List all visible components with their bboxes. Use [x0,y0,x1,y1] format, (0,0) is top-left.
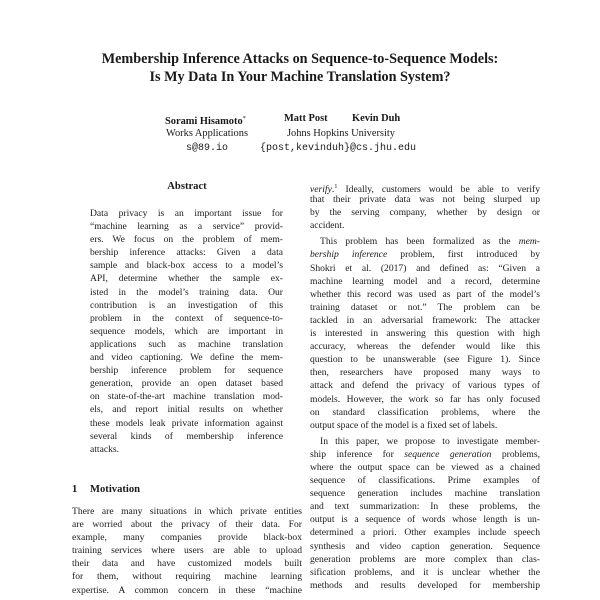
body-line: attack and defend the privacy of various types of [310,380,540,392]
abstract-line: bership inference attacks: Given a data [90,247,283,259]
body-line: output space of the model is a fixed set of labels. [310,419,498,431]
body-line: is interested in answering this question with high [310,328,540,340]
abstract-line: sequence models, which are important in [90,325,283,337]
body-line: where the output space can be viewed as a chained [310,461,540,473]
section-number: 1 [72,484,78,495]
right-column-body [310,180,540,592]
body-line: bership inference problem, first introduced by [310,249,540,261]
body-line: on standard classification problems, where the [310,406,540,418]
section-title: Motivation [90,484,141,495]
body-line: whether this record was used as part of the model’s [310,288,540,300]
abstract-line: problem in the context of sequence-to- [90,312,283,324]
email-post-duh: {post,kevinduh}@cs.jhu.edu [260,143,417,154]
body-line: sequence of classifications. Prime examples of [310,475,540,487]
paper-title [40,50,560,86]
affiliation-jhu: Johns Hopkins University [287,128,395,139]
footnote-marker: 1 [334,183,338,190]
body-line: methods and results developed for membership [310,579,540,591]
body-line: question to be unanswerable (see Figure 1). Since [310,354,540,366]
title-line-1: Membership Inference Attacks on Sequence-to-Sequence Models: [101,51,499,67]
abstract-line: these models leak private information against [90,417,283,429]
abstract-line: els, and report initial results on whether [90,404,283,416]
author-matt: Matt Post [284,113,328,124]
body-line: In this paper, we propose to investigate member- [320,435,540,447]
abstract-line: ers. We focus on the problem of mem- [90,234,283,246]
abstract-heading: Abstract [167,181,207,192]
body-line: synthesis and video caption generation. Sequence [310,540,540,552]
body-line: This problem has been formalized as the mem- [320,236,540,248]
email-sorami: s@89.io [186,143,229,154]
body-line: training services where users are able to upload [72,545,302,557]
abstract-line: “machine learning as a service” provid- [90,221,283,233]
abstract-line: on state-of-the-art machine translation mod- [90,391,283,403]
body-line: models. However, the work so far has only focused [310,393,540,405]
body-line: output is a sequence of words whose length is un- [310,514,540,526]
motivation-body [72,505,302,597]
body-line: sification problems, and it is unclear whether the [310,566,540,578]
body-line: training dataset or not.” The problem can be [310,301,540,313]
body-line: expertise. A common concern in these “machine [72,584,302,596]
body-line: sequence generation includes machine translation [310,488,540,500]
abstract-line: isted in the model’s training data. Our [90,286,283,298]
body-line: accident. [310,220,345,232]
abstract-line: bership inference problem for sequence [90,365,283,377]
body-line: ship inference for sequence generation problems, [310,448,540,460]
body-line: example, many companies provide black-box [72,532,302,544]
abstract-line: and video captioning. We define the mem- [90,352,283,364]
abstract-line: applications such as machine translation [90,338,283,350]
body-line: determined a priori. Other examples include speech [310,527,540,539]
body-line: for them, without requiring machine learning [72,571,302,583]
author-footnote-mark: * [242,115,246,122]
body-line: are worried about the privacy of their data. For [72,519,302,531]
body-line: generation problems are more complex than clas- [310,553,540,565]
author-kevin: Kevin Duh [352,113,401,124]
body-line: accuracy, whereas the defender would like this [310,341,540,353]
body-line: that their private data was not being slurped up [310,194,540,206]
body-line: and text summarization: In these problems, the [310,501,540,513]
abstract-line: several kinds of membership inference [90,430,283,442]
body-line: machine learning model and a record, determine [310,275,540,287]
body-line: then, researchers have proposed many ways to [310,367,540,379]
italic-verify: verify [310,184,332,195]
abstract-line: API, determine whether the sample ex- [90,273,283,285]
body-line: There are many situations in which private entities [72,506,302,517]
abstract-line: contribution is an investigation of this [90,299,283,311]
body-line: their data and have customized models built [72,558,302,570]
body-line: Shokri et al. (2017) and defined as: “Given a [310,262,540,274]
abstract-line: Data privacy is an important issue for [90,208,283,219]
body-line: by the serving company, whether by design or [310,207,540,219]
abstract-body [90,207,283,456]
title-line-2: Is My Data In Your Machine Translation System? [149,69,451,85]
section-heading-motivation [72,483,140,496]
author-sorami: Sorami Hisamoto* [165,115,246,127]
body-line: tackled in an adversarial framework: The attacker [310,314,540,326]
body-line: verify.$^1$ Ideally, customers would be able to verify [310,183,540,195]
abstract-line: sample and black-box access to a model’s [90,260,283,272]
affiliation-works: Works Applications [166,128,248,139]
abstract-line: attacks. [90,443,120,455]
abstract-line: generation, provide an open dataset based [90,378,283,390]
